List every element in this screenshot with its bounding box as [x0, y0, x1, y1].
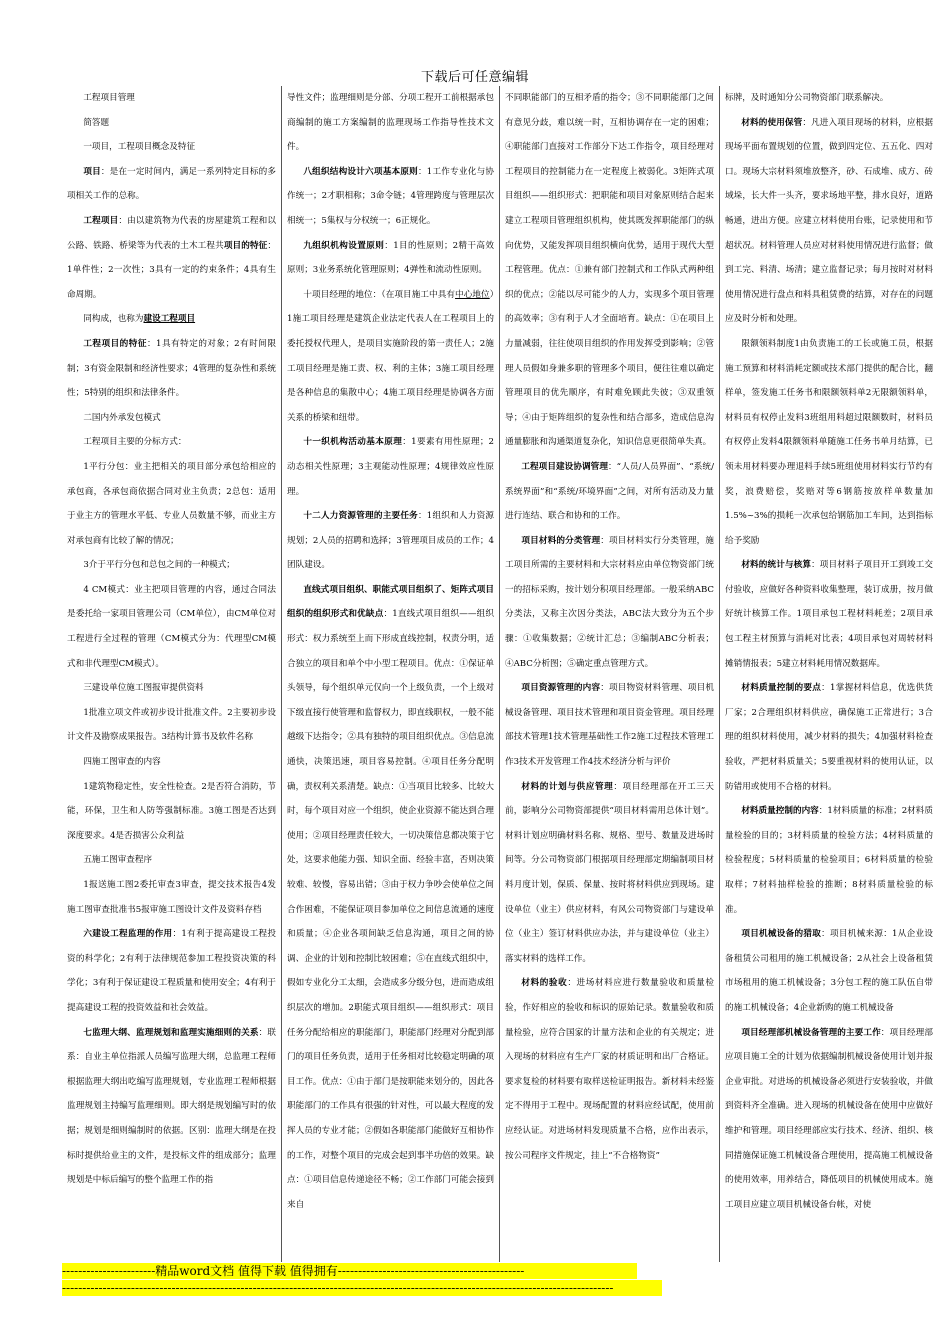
paragraph: 导性文件；监理细则是分部、分项工程开工前根据承包商编制的施工方案编制的监理现场工作指导性技术文件。: [287, 93, 494, 153]
paragraph-text: ：项目材料实行分类管理，施工项目所需的主要材料和大宗材料应由单位物资部门统一的招标采购，按计划分积项目经理部。一般采纳ABC分类法，又称主次因分类法，ABC法大致分为五个步骤：①收集数据；②统计汇总；③编制ABC分析表；④ABC分析图；⑤确定重点管理方式。: [505, 535, 714, 669]
document-body: [62, 86, 938, 1262]
paragraph-text: ：联系：自业主单位指派人员编写监理大纲，总监理工程师根据监理大纲出吃编写监理规划，专业监理工程师根据监理规划主持编写监理细则。即大纲是规划编写时的依据；规划是细则编制时的依据。区别：监理大纲是在投标时提供给业主的文件，是投标文件的组成部分；监理规划是中标后编写的整个监理工作的指: [67, 1027, 276, 1186]
paragraph: 1报送施工图2委托审查3审查，提交技术报告4发施工图审查批准书5报审施工图设计文件及资料存档: [67, 880, 276, 915]
paragraph-text: ：1材料质量的标准；2材料质量检验的目的；3材料质量的检验方法；4材料质量的检验程度；5材料质量的检验项目；6材料质量的检验取样；7材料抽样检验的推断；8材料质量检验的标准。: [725, 806, 933, 915]
underlined-term: 建设工程项目: [143, 314, 196, 325]
paragraph-text: ：进场材料应进行数量验收和质量检验，作好相应的验收和标识的原始记录。数量验收和质量检验，应符合国家的计量方法和企业的有关规定；进入现场的材料应有生产厂家的材质证明和出厂合格证。要求复检的材料要有取样送检证明报告。新材料未经鉴定不得用于工程中。现场配置的材料应经试配，使用前应经认证。对进场材料发现质量不合格，应作出表示，按公司程序文件规定，挂上“不合格物资”: [505, 978, 714, 1161]
paragraph-text: ：项目材料子项目开工到竣工交付验收，应做好各种资料收集整理，装订成册，按月做好统计核算工作。1项目承包工程材料耗差；2项目承包工程主材预算与消耗对比表；4项目承包对周转材料摊销情报表；5建立材料耗用情况数据库。: [725, 560, 933, 669]
paragraph-text: ：由以建筑物为代表的房屋建筑工程和以公路、铁路、桥梁等为代表的土木工程共: [67, 215, 276, 251]
bold-term: 项目机械设备的猎取: [741, 929, 822, 940]
bold-term: 材料的验收: [521, 978, 568, 989]
paragraph-text: ：凡进入项目现场的材料，应根据现场平面布置规划的位置，做到四定位、五五化、四对口。现场大宗材料须堆放整齐，砂、石成堆、成方、砖域垛，长大件一头齐，要求场地平整，排水良好，道路畅通，进出方便。应建立材料使用台账，记录使用和节超状况。材料管理人员应对材料使用情况进行监督；做到工完、料清、场清；建立监督记录；每月按时对材料使用情况进行盘点和料具租赁费的结算，对存在的问题应及时分析和处理。: [725, 117, 933, 325]
paragraph: [67, 209, 276, 307]
paragraph: [505, 529, 714, 677]
bold-term: 七监理大纲、监理规划和监理实施细则的关系: [83, 1027, 259, 1038]
paragraph: 4 CM模式：业主把项目管理的内容，通过合同法是委托给一家项目管理公司（CM单位），由CM单位对工程进行全过程的管理（CM模式分为：代理型CM模式和非代理型CM模式）。: [67, 584, 276, 669]
paragraph: 1平行分包：业主把相关的项目部分承包给相应的承包商，各承包商依据合同对业主负责；2总包：适用于业主方的管理水平低、专业人员数量不够，而业主方对承包商有比较了解的情况；: [67, 461, 276, 546]
paragraph: [67, 332, 276, 406]
paragraph-text: ：1掌握材料信息，优选供货厂家；2合理组织材料供应，确保施工正常进行；3合理的组织材料使用，减少材料的损失；4加强材料检查验收，严把材料质量关；5要重视材料的使用认证，以防错用或使用不合格的材料。: [725, 683, 933, 792]
bold-term: 材料质量控制的内容: [741, 806, 819, 817]
paragraph: 3介于平行分包和总包之间的一种模式；: [83, 560, 235, 571]
bold-term: 项目: [83, 166, 101, 177]
bold-term: 材料的计划与供应管理: [521, 781, 614, 792]
paragraph: 不同职能部门的互相矛盾的指令；③不同职能部门之间有意见分歧，难以统一时，互相协调存在一定的困难；④职能部门直接对工作部分下达工作指令，项目经理对工程项目的控制能力在一定程度上被弱化。3矩阵式项目组织——组织形式：把职能和项目对象原则结合起来建立工程项目管理组织机构，使其既发挥职能部门的纵向优势，又能发挥项目组织横向优势，适用于现代大型工程管理。优点：①兼有部门控制式和工作队式两种组织的优点；②能以尽可能少的人力，实现多个项目管理的高效率；③有利于人才全面培育。缺点：①在项目上力量减弱，往往使项目组织的作用发挥受到影响；②管理人员假如身兼多职的管理多个项目，便往往难以确定管理项目的优先顺序，有时难免顾此失彼；③双重领导；④由于矩阵组织的复杂性和结合部多，造成信息沟通量膨胀和沟通渠道复杂化，知识信息更很简单失真。: [505, 93, 714, 448]
bold-term: 材料质量控制的要点: [741, 683, 822, 694]
paragraph: [505, 455, 714, 529]
paragraph-text: ：1工作专业化与协作统一；2才职相称；3命令链；4管理跨度与管理层次相统一；5集权与分权统一；6正规化。: [287, 166, 494, 226]
bold-term: 项目的特征: [223, 240, 268, 251]
section-heading: 二国内外承发包模式: [83, 412, 161, 423]
paragraph: [287, 578, 494, 1217]
column-1: [62, 86, 281, 1262]
bold-term: 项目经理部机械设备管理的主要工作: [741, 1027, 881, 1038]
section-heading: 五施工图审查程序: [83, 855, 153, 866]
paragraph-text: 同构成，也称为: [83, 314, 144, 325]
column-3: [499, 86, 719, 1262]
paragraph-text: 十项目经理的地位：（在项目施工中具有: [303, 289, 456, 300]
bold-term: 材料的统计与核算: [741, 560, 812, 571]
bold-term: 直线式项目组织、职能式项目组织了、矩阵式项目组织的组织形式和优缺点: [287, 584, 494, 620]
section-heading: 四施工图审查的内容: [83, 757, 161, 768]
paragraph-text: ：项目物资材料管理、项目机械设备管理、项目技术管理和项目资金管理。项目经理部技术管理1技术管理基础性工作2施工过程技术管理工作3技术开发管理工作4技术经济分析与评价: [505, 683, 714, 768]
paragraph-text: ：1要素有用性原理；2动态相关性原理；3主观能动性原理；4规律效应性原理。: [287, 437, 494, 497]
section-heading: 三建设单位施工图报审提供资料: [83, 683, 204, 694]
paragraph: 标牌，及时通知分公司物资部门联系解决。: [725, 93, 889, 103]
paragraph-text: ：项目经理部在开工三天前，影响分公司物资部提供“项目材料需用总体计划”。材料计划应明确材料名称、规格、型号、数量及进场时间等。分公司物资部门根据项目经理部定期编制项目材料月度计划，保质、保量、按时将材料供应到现场。建设单位（业主）供应材料，有风公司物资部门与建设单位（业主）签订材料供应办法，并与建设单位（业主）落实材料的选样工作。: [505, 781, 714, 964]
paragraph: [67, 160, 276, 209]
paragraph-text: ：1具有特定的对象；2有时间限制；3有资金限制和经济性要求；4管理的复杂性和系统性；5特别的组织和法律条件。: [67, 338, 276, 399]
paragraph-text: ：项目机械来源：1从企业设备租赁公司租用的施工机械设备；2从社会上设备租赁市场租用的施工机械设备；3分包工程的施工队伍自带的施工机械设备；4企业新购的施工机械设备: [725, 929, 933, 1013]
column-2: [281, 86, 499, 1262]
paragraph: [725, 922, 933, 1020]
paragraph: [67, 922, 276, 1020]
paragraph: 简答题: [83, 117, 110, 128]
paragraph: [287, 430, 494, 504]
paragraph: [505, 775, 714, 972]
footer-dash-line: ----------------------------------------------------------------------------------------------------------------------------------------: [62, 1280, 662, 1296]
paragraph: [505, 971, 714, 1168]
paragraph: [287, 234, 494, 283]
paragraph: 1建筑物稳定性，安全性检查。2是否符合消防，节能，环保，卫生和人防等强制标准。3施工图是否达到深度要求。4是否损害公众利益: [67, 781, 276, 841]
column-4: [719, 86, 938, 1262]
paragraph: [725, 1021, 933, 1218]
paragraph: [725, 676, 933, 799]
paragraph: 限额领料制度1由负责施工的工长或施工员，根据施工预算和材料消耗定额或技术部门提供的配合比，翻样单，签发施工任务书和限额领料单2无限额领料单，材料员有权停止发料3班组用料超过限额数时，材料员有权停止发料4限额领料单随施工任务书单月结算，已领未用材料要办理退料手续5班组使用材料实行节约有奖，浪费赔偿，奖赔对等6钢筋按放样单数量加1.5%~3%的损耗一次承包给钢筋加工车间，达到指标给予奖励: [725, 338, 933, 546]
paragraph-text: ：1目的性原则；2精干高效原则；3业务系统化管理原则；4弹性和流动性原则。: [287, 240, 494, 276]
bold-term: 八组织结构设计六项基本原则: [303, 166, 418, 177]
paragraph: [505, 676, 714, 774]
paragraph: [287, 504, 494, 578]
paragraph-text: ：项目经理部应项目施工全的计划为依据编制机械设备使用计划并报企业审批。对进场的机械设备必须进行安装验收，并做到资料齐全准确。进入现场的机械设备在使用中应做好维护和管理。项目经理部应实行技术、经济、组织、核同措施保证施工机械设备合理使用，提高施工机械设备的使用效率，用养结合，降低项目的机械使用成本。施工项目应建立项目机械设备台帐，对使: [725, 1027, 933, 1210]
page-header: 下载后可任意编辑: [420, 70, 529, 85]
paragraph-text: ：是在一定时间内，满足一系列特定目标的多项相关工作的总称。: [67, 166, 276, 202]
paragraph-text: ：1直线式项目组织——组织形式：权力系统至上而下形成直线控制，权责分明，适合独立的项目和单个中小型工程项目。优点：①保证单头领导，每个组织单元仅向一个上级负责，一个上级对下级直接行使管理和监督权力，即直线职权，一般不能越级下达指令；②具有独特的项目组织优点。③信息流通快，决策迅速，项目容易控制。④项目任务分配明确，责权利关系清楚。缺点：①当项目比较多、比较大时，每个项目对应一个组织，使企业资源不能达到合理使用；②项目经理责任较大，一切决策信息都决策于它处，这要求他能力强、知识全面、经验丰富，否则决策较难、较慢，容易出错；③由于权力争吵会使单位之间合作困难，不能保证项目参加单位之间信息流通的速度和质量；④企业各项间缺乏信息沟通，项目之间的协调、企业的计划和控制比较困难；⑤在直线式组织中，假如专业化分工太细，会造成多分级分包，进而造成组织层次的增加。2职能式项目组织——组织形式：项目任务分配给相应的职能部门，职能部门经理对分配到部门的项目任务负责，适用于任务相对比较稳定明确的项目工作。优点：①由于部门是按职能来划分的，因此各职能部门的工作具有很强的针对性，可以最大程度的发挥人员的专业才能；②假如各职能部门能做好互相协作的工作，对整个项目的完成会起到事半功倍的效果。缺点：①项目信息传递途径不畅；②工作部门可能会接到来自: [287, 609, 494, 1210]
paragraph: 一项目，工程项目概念及特征: [83, 142, 196, 153]
paragraph-text: ：1单件性；2一次性；3具有一定的约束条件；4具有生命周期。: [67, 240, 276, 300]
bold-term: 项目材料的分类管理: [521, 535, 601, 546]
paragraph: [67, 307, 276, 332]
paragraph: [725, 111, 933, 332]
paragraph: [67, 1021, 276, 1193]
paragraph-text: ：1组织和人力资源规划；2人员的招聘和选择；3管理项目成员的工作；4团队建设。: [287, 511, 494, 571]
paragraph: 工程项目管理: [83, 93, 135, 103]
paragraph: 工程项目主要的分标方式：: [83, 437, 187, 448]
paragraph-text: ：1有利于提高建设工程投资的科学化；2有利于法律规范参加工程投资决策的科学化；3有利于保证建设工程质量和使用安全；4有利于提高建设工程的投资效益和社会效益。: [67, 929, 276, 1013]
paragraph: [725, 553, 933, 676]
paragraph: [287, 160, 494, 234]
bold-term: 六建设工程监理的作用: [83, 929, 173, 940]
paragraph: [287, 283, 494, 431]
underlined-term: 中心地位: [455, 289, 490, 300]
bold-term: 材料的使用保管: [741, 117, 803, 128]
paragraph-text: ：“人员/人员界面”、“系统/系统界面”和“系统/环境界面”之间，对所有活动及力量进行连结、联合和协和的工作。: [505, 461, 714, 522]
bold-term: 九组织机构设置原则: [303, 240, 385, 251]
footer-banner: -----------------------精品word文档 值得下载 值得拥有----------------------------------------------: [62, 1263, 637, 1279]
bold-term: 工程项目建设协调管理: [521, 461, 609, 472]
paragraph-text: ）1施工项目经理是建筑企业法定代表人在工程项目上的委托授权代理人，是项目实施阶段的第一责任人；2施工项目经理是施工责、权、利的主体；3施工项目经理是各种信息的集散中心；4施工项目经理是协调各方面关系的桥梁和纽带。: [287, 289, 494, 423]
paragraph: [725, 799, 933, 922]
bold-term: 项目资源管理的内容: [521, 683, 601, 694]
bold-term: 十二人力资源管理的主要任务: [303, 511, 418, 522]
bold-term: 工程项目: [83, 215, 119, 226]
bold-term: 十一织机构活动基本原理: [303, 437, 403, 448]
paragraph: 1批准立项文件或初步设计批准文件。2主要初步设计文件及勘察成果报告。3结构计算书及软件名称: [67, 707, 276, 743]
bold-term: 工程项目的特征: [83, 338, 147, 349]
